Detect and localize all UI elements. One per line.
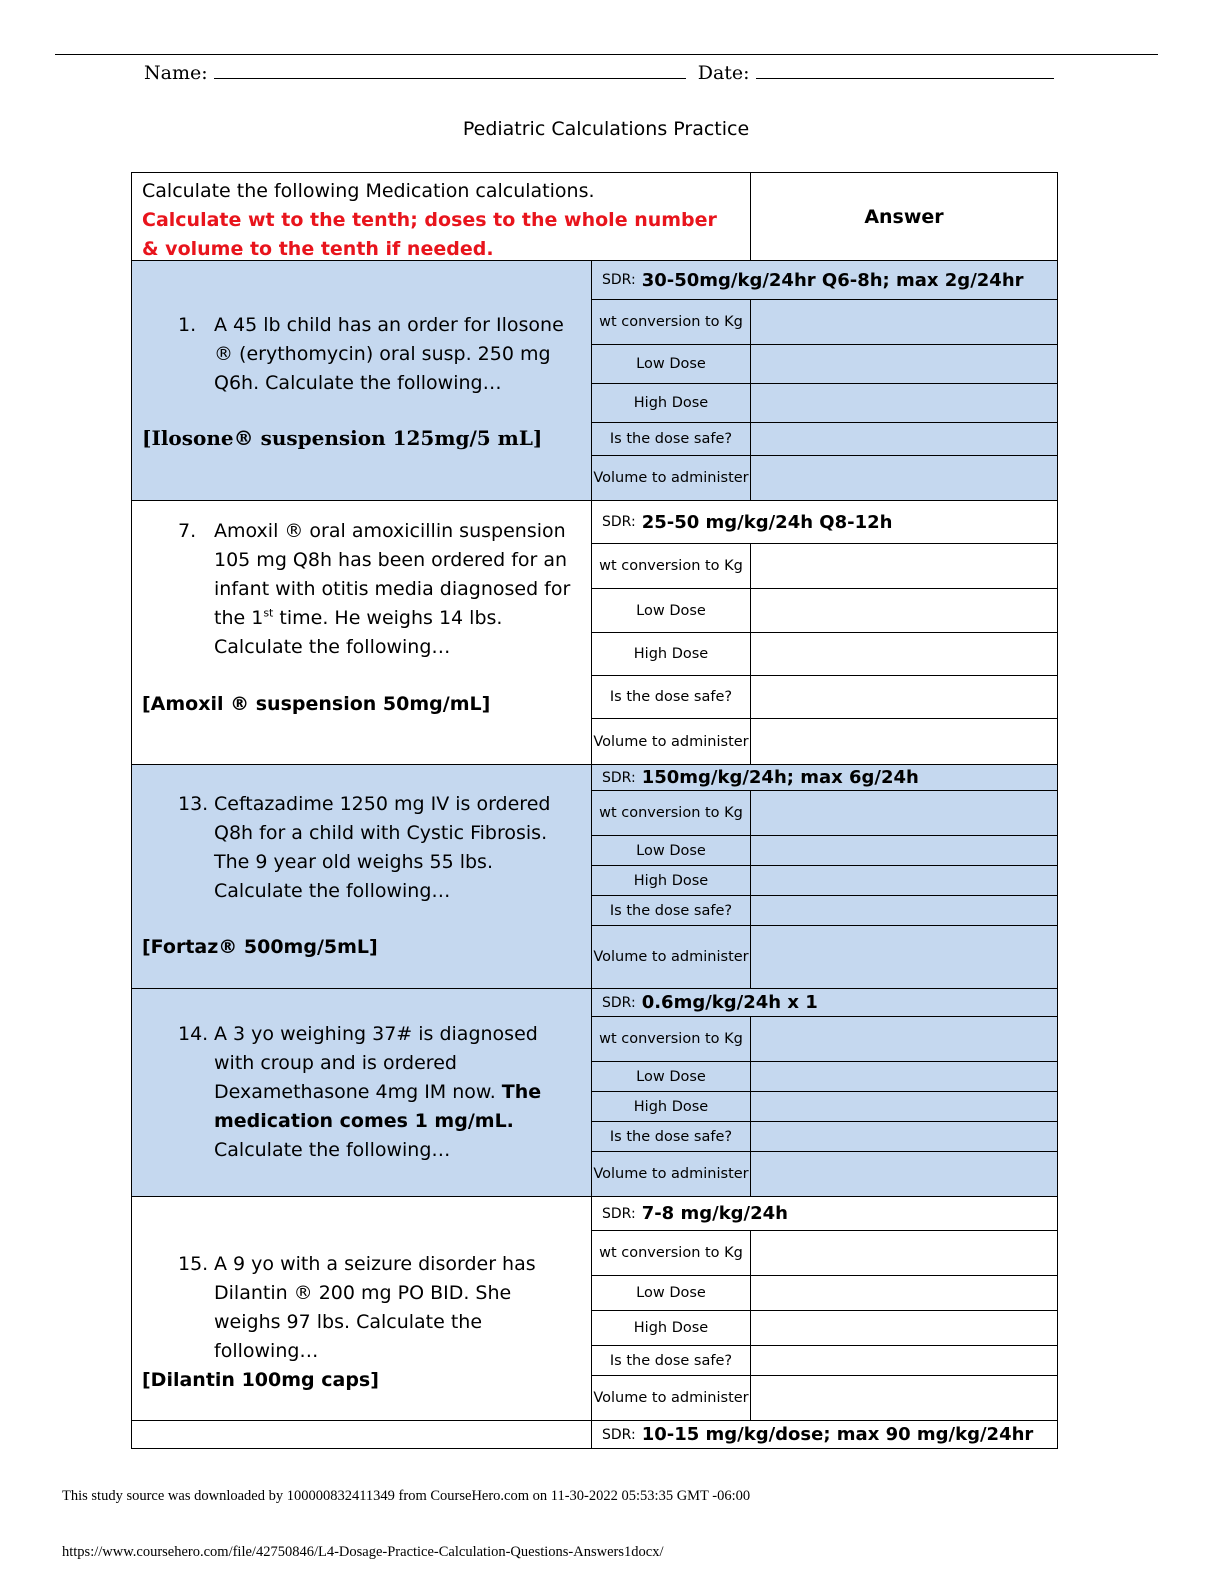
volume-label: Volume to administer [592, 719, 751, 764]
question-body-b: time. He weighs 14 lbs. Calculate the following… [214, 607, 503, 658]
question-number: 13. [178, 793, 209, 815]
low-dose-label: Low Dose [592, 345, 751, 383]
volume-row [592, 1152, 1057, 1196]
dose-safe-row [592, 1122, 1057, 1152]
question-cell [132, 1197, 592, 1420]
high-dose-answer[interactable] [751, 866, 1057, 895]
red-instruction-text: Calculate wt to the tenth; doses to the whole number & volume to the tenth if needed. [142, 209, 717, 260]
high-dose-row [592, 866, 1057, 896]
question-body-b: Calculate the following… [214, 1139, 451, 1161]
question-cell [132, 989, 592, 1196]
low-dose-label: Low Dose [592, 836, 751, 865]
high-dose-label: High Dose [592, 1311, 751, 1345]
question-section-15 [131, 1197, 1058, 1421]
question-section-7 [131, 501, 1058, 765]
volume-row [592, 719, 1057, 764]
sdr-label: SDR: [602, 769, 636, 786]
sdr-label: SDR: [602, 1205, 636, 1222]
question-section-1 [131, 261, 1058, 501]
drug-label: [Dilantin 100mg caps] [142, 1369, 379, 1391]
instruction-text: Calculate the following Medication calculations. [142, 180, 595, 202]
wt-conversion-answer[interactable] [751, 1231, 1057, 1275]
dose-safe-row [592, 676, 1057, 719]
volume-label: Volume to administer [592, 1152, 751, 1196]
sdr-row [592, 261, 1057, 300]
sdr-value: 7-8 mg/kg/24h [641, 1203, 788, 1224]
superscript: st [263, 606, 274, 620]
question-number: 15. [178, 1253, 209, 1275]
low-dose-label: Low Dose [592, 1276, 751, 1310]
low-dose-row [592, 345, 1057, 384]
wt-conversion-answer[interactable] [751, 544, 1057, 588]
question-number: 7. [178, 520, 197, 542]
name-label: Name: [144, 62, 208, 84]
date-label: Date: [697, 62, 750, 84]
high-dose-row [592, 1311, 1057, 1346]
wt-conversion-row [592, 1231, 1057, 1276]
question-body: Ceftazadime 1250 mg IV is ordered Q8h for a child with Cystic Fibrosis. The 9 year old weighs 55 lbs. Calculate the following… [214, 793, 551, 902]
low-dose-answer[interactable] [751, 589, 1057, 632]
question-section-13 [131, 765, 1058, 989]
question-body [214, 1020, 582, 1165]
answer-header: Answer [864, 205, 944, 228]
question-body-a: Amoxil ® oral amoxicillin suspension 105 mg Q8h has been ordered for an infant with otitis media diagnosed for the 1 [214, 520, 571, 629]
low-dose-row [592, 589, 1057, 633]
question-body: A 9 yo with a seizure disorder has Dilantin ® 200 mg PO BID. She weighs 97 lbs. Calculate the following… [214, 1253, 536, 1362]
high-dose-row [592, 384, 1057, 423]
name-blank[interactable] [214, 60, 686, 79]
sdr-value: 10-15 mg/kg/dose; max 90 mg/kg/24hr [641, 1424, 1034, 1445]
sdr-label: SDR: [602, 514, 636, 530]
volume-answer[interactable] [751, 1152, 1057, 1196]
high-dose-label: High Dose [592, 1092, 751, 1121]
sdr-row [592, 1421, 1057, 1448]
sdr-value: 30-50mg/kg/24hr Q6-8h; max 2g/24hr [641, 269, 1024, 291]
low-dose-answer[interactable] [751, 836, 1057, 865]
date-blank[interactable] [756, 60, 1054, 79]
dose-safe-row [592, 423, 1057, 456]
wt-conversion-answer[interactable] [751, 300, 1057, 344]
drug-label: [Ilosone® suspension 125mg/5 mL] [142, 426, 543, 450]
question-body-a: A 3 yo weighing 37# is diagnosed with croup and is ordered Dexamethasone 4mg IM now. [214, 1023, 538, 1103]
dose-safe-label: Is the dose safe? [592, 1122, 751, 1151]
high-dose-label: High Dose [592, 866, 751, 895]
question-number: 1. [178, 314, 197, 336]
question-section-next [131, 1421, 1058, 1449]
download-note: This study source was downloaded by 100000832411349 from CourseHero.com on 11-30-2022 05:53:35 GMT -06:00 [62, 1488, 751, 1504]
volume-answer[interactable] [751, 719, 1057, 764]
low-dose-label: Low Dose [592, 1062, 751, 1091]
volume-answer[interactable] [751, 456, 1057, 500]
sdr-row [592, 765, 1057, 791]
top-rule [55, 54, 1158, 55]
wt-conversion-label: wt conversion to Kg [592, 791, 751, 835]
sdr-row [592, 1197, 1057, 1231]
wt-conversion-row [592, 791, 1057, 836]
question-cell [132, 261, 592, 500]
drug-label: [Fortaz® 500mg/5mL] [142, 936, 378, 958]
sdr-value: 25-50 mg/kg/24h Q8-12h [641, 511, 893, 533]
question-cell [132, 1421, 592, 1448]
volume-row [592, 926, 1057, 988]
dose-safe-label: Is the dose safe? [592, 676, 751, 718]
dose-safe-answer[interactable] [751, 423, 1057, 455]
source-url[interactable]: https://www.coursehero.com/file/42750846/L4-Dosage-Practice-Calculation-Questions-Answers1docx/ [62, 1544, 664, 1560]
wt-conversion-label: wt conversion to Kg [592, 300, 751, 344]
high-dose-answer[interactable] [751, 1311, 1057, 1345]
question-cell [132, 765, 592, 988]
dose-safe-answer[interactable] [751, 896, 1057, 925]
sdr-value: 0.6mg/kg/24h x 1 [641, 992, 818, 1013]
low-dose-row [592, 1062, 1057, 1092]
low-dose-answer[interactable] [751, 1062, 1057, 1091]
sdr-label: SDR: [602, 272, 636, 288]
instructions-cell [132, 173, 751, 260]
volume-row [592, 456, 1057, 500]
low-dose-answer[interactable] [751, 345, 1057, 383]
dose-safe-answer[interactable] [751, 1122, 1057, 1151]
question-section-14 [131, 989, 1058, 1197]
volume-label: Volume to administer [592, 456, 751, 500]
dose-safe-answer[interactable] [751, 1346, 1057, 1375]
question-body-bold: The medication comes 1 mg/mL. [214, 1081, 542, 1132]
volume-answer[interactable] [751, 1376, 1057, 1420]
sdr-value: 150mg/kg/24h; max 6g/24h [641, 767, 919, 788]
wt-conversion-label: wt conversion to Kg [592, 1017, 751, 1061]
high-dose-label: High Dose [592, 633, 751, 675]
low-dose-answer[interactable] [751, 1276, 1057, 1310]
volume-row [592, 1376, 1057, 1420]
name-date-line [144, 60, 1054, 84]
question-body: A 45 lb child has an order for Ilosone ® (erythomycin) oral susp. 250 mg Q6h. Calculate the following… [214, 314, 564, 394]
question-cell [132, 501, 592, 764]
high-dose-row [592, 1092, 1057, 1122]
wt-conversion-answer[interactable] [751, 1017, 1057, 1061]
sdr-row [592, 989, 1057, 1017]
question-number: 14. [178, 1023, 209, 1045]
dose-safe-label: Is the dose safe? [592, 1346, 751, 1375]
volume-answer[interactable] [751, 926, 1057, 988]
volume-label: Volume to administer [592, 1376, 751, 1420]
page-title: Pediatric Calculations Practice [462, 118, 750, 140]
sdr-row [592, 501, 1057, 544]
wt-conversion-row [592, 300, 1057, 345]
low-dose-label: Low Dose [592, 589, 751, 632]
volume-label: Volume to administer [592, 926, 751, 988]
sdr-label: SDR: [602, 994, 636, 1011]
dose-safe-label: Is the dose safe? [592, 423, 751, 455]
high-dose-answer[interactable] [751, 384, 1057, 422]
dose-safe-row [592, 1346, 1057, 1376]
wt-conversion-label: wt conversion to Kg [592, 1231, 751, 1275]
high-dose-label: High Dose [592, 384, 751, 422]
table-header [131, 172, 1058, 261]
low-dose-row [592, 836, 1057, 866]
wt-conversion-row [592, 544, 1057, 589]
dose-safe-row [592, 896, 1057, 926]
dose-safe-label: Is the dose safe? [592, 896, 751, 925]
wt-conversion-row [592, 1017, 1057, 1062]
sdr-label: SDR: [602, 1426, 636, 1443]
drug-label: [Amoxil ® suspension 50mg/mL] [142, 693, 491, 715]
question-body [214, 517, 582, 662]
wt-conversion-answer[interactable] [751, 791, 1057, 835]
low-dose-row [592, 1276, 1057, 1311]
high-dose-row [592, 633, 1057, 676]
high-dose-answer[interactable] [751, 633, 1057, 675]
high-dose-answer[interactable] [751, 1092, 1057, 1121]
dose-safe-answer[interactable] [751, 676, 1057, 718]
wt-conversion-label: wt conversion to Kg [592, 544, 751, 588]
